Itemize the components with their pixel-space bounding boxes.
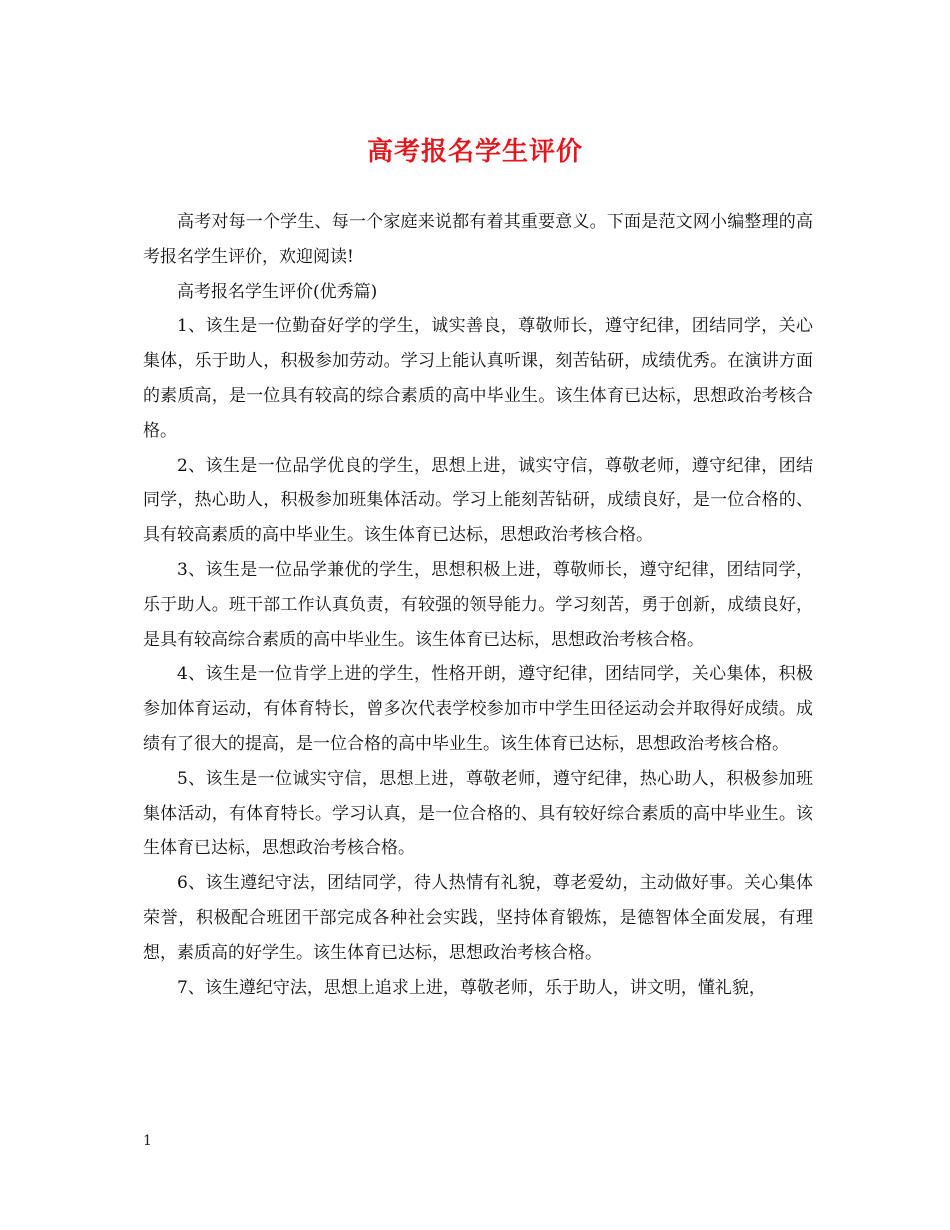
evaluation-paragraph-4: 4、该生是一位肯学上进的学生，性格开朗，遵守纪律，团结同学，关心集体，积极参加体育运动，有体育特长，曾多次代表学校参加市中学生田径运动会并取得好成绩。成绩有了很大的提高，是一位合格的高中毕业生。该生体育已达标，思想政治考核合格。 — [143, 664, 813, 754]
intro-paragraph: 高考对每一个学生、每一个家庭来说都有着其重要意义。下面是范文网小编整理的高考报名学生评价，欢迎阅读! — [143, 212, 813, 267]
evaluation-paragraph-6: 6、该生遵纪守法，团结同学，待人热情有礼貌，尊老爱幼，主动做好事。关心集体荣誉，积极配合班团干部完成各种社会实践，坚持体育锻炼，是德智体全面发展，有理想，素质高的好学生。该生体育已达标，思想政治考核合格。 — [143, 873, 813, 963]
section-heading: 高考报名学生评价(优秀篇) — [177, 281, 378, 302]
evaluation-paragraph-3: 3、该生是一位品学兼优的学生，思想积极上进，尊敬师长，遵守纪律，团结同学，乐于助人。班干部工作认真负责，有较强的领导能力。学习刻苦，勇于创新，成绩良好，是具有较高综合素质的高中毕业生。该生体育已达标，思想政治考核合格。 — [143, 559, 813, 650]
evaluation-paragraph-7: 7、该生遵纪守法，思想上追求上进，尊敬老师，乐于助人，讲文明，懂礼貌， — [177, 977, 766, 998]
document-title: 高考报名学生评价 — [366, 137, 583, 167]
evaluation-paragraph-5: 5、该生是一位诚实守信，思想上进，尊敬老师，遵守纪律，热心助人，积极参加班集体活动，有体育特长。学习认真，是一位合格的、具有较好综合素质的高中毕业生。该生体育已达标，思想政治考核合格。 — [143, 768, 813, 859]
document-body — [143, 205, 813, 1005]
evaluation-paragraph-1: 1、该生是一位勤奋好学的学生，诚实善良，尊敬师长，遵守纪律，团结同学，关心集体，乐于助人，积极参加劳动。学习上能认真听课，刻苦钻研，成绩优秀。在演讲方面的素质高，是一位具有较高的综合素质的高中毕业生。该生体育已达标，思想政治考核合格。 — [143, 316, 813, 441]
page-number: 1 — [143, 1133, 152, 1149]
evaluation-paragraph-2: 2、该生是一位品学优良的学生，思想上进，诚实守信，尊敬老师，遵守纪律，团结同学，热心助人，积极参加班集体活动。学习上能刻苦钻研，成绩良好，是一位合格的、具有较高素质的高中毕业生。该生体育已达标，思想政治考核合格。 — [143, 455, 813, 546]
